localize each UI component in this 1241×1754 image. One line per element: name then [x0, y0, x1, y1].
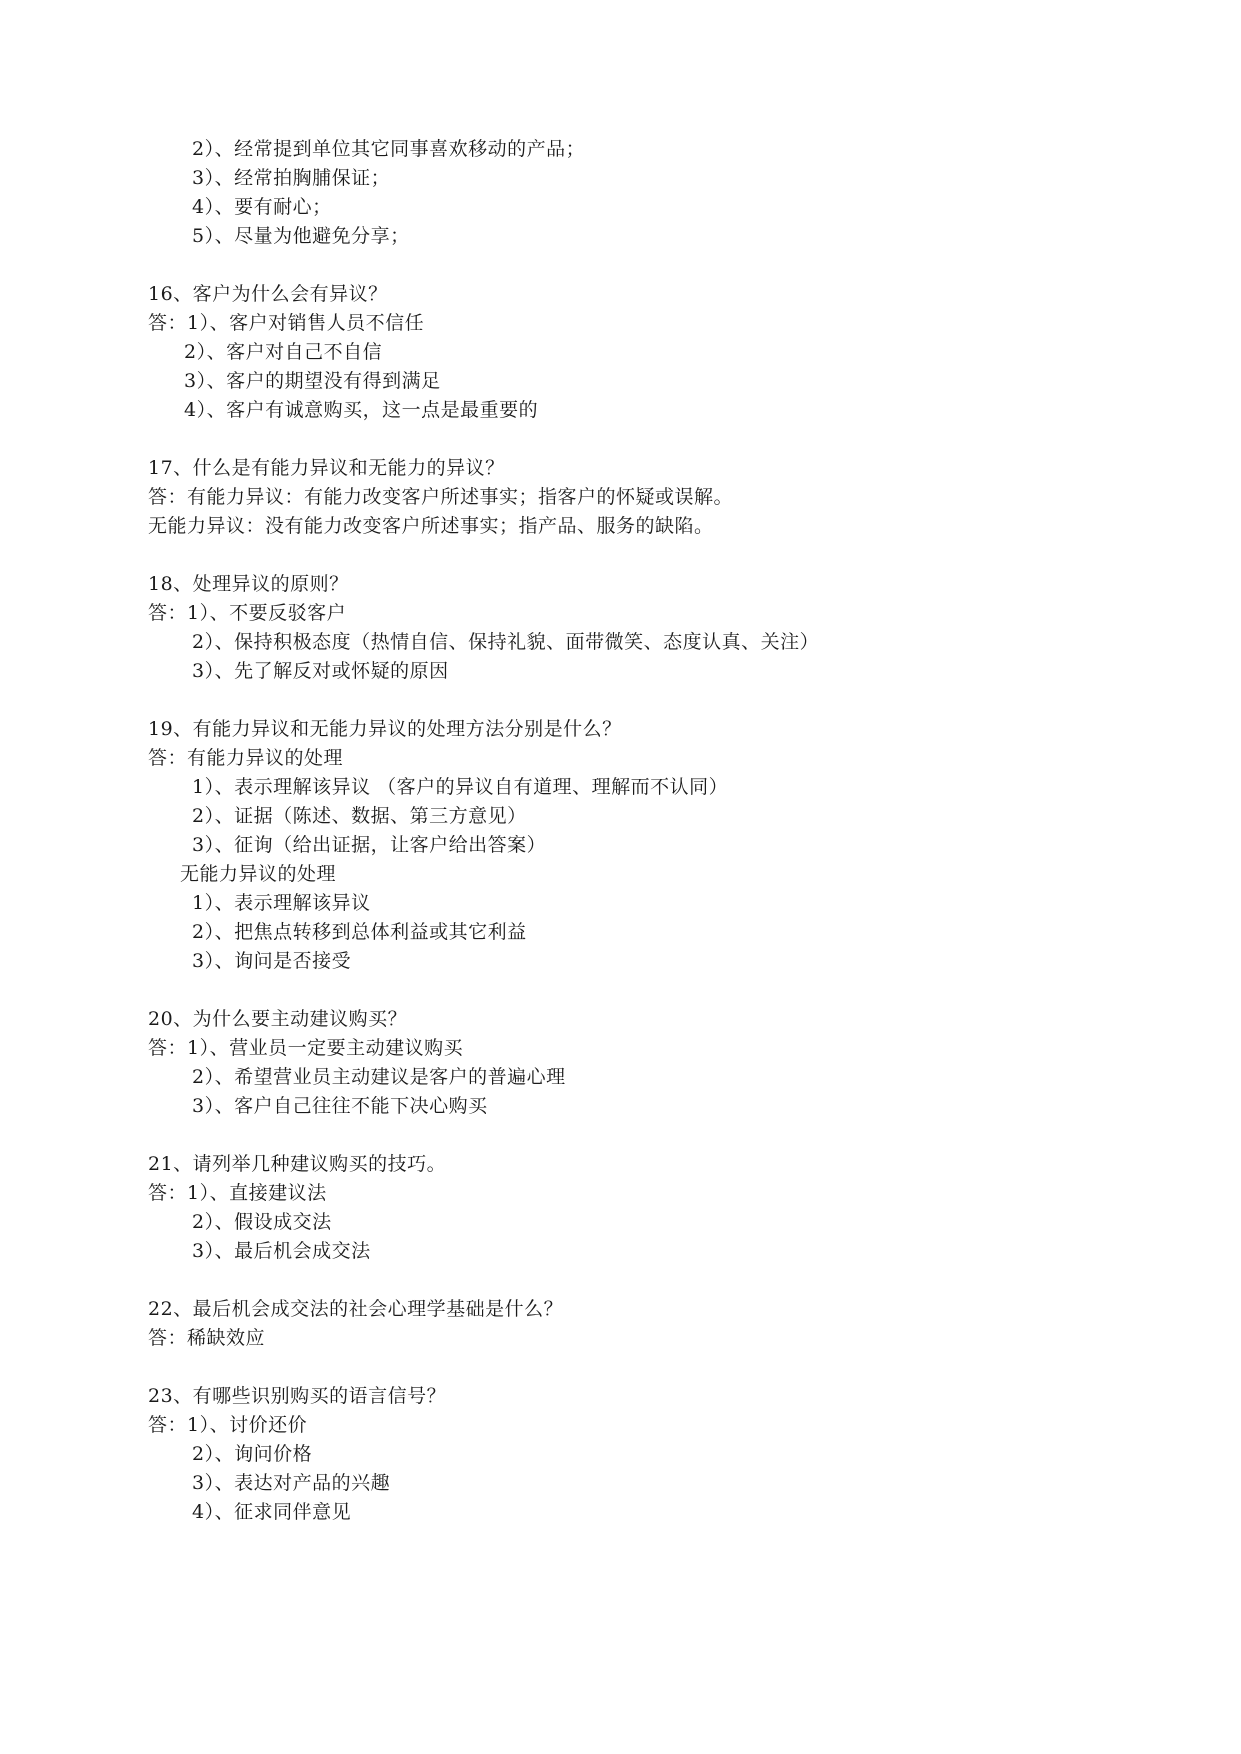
question-heading: 19、有能力异议和无能力异议的处理方法分别是什么？ [148, 718, 622, 740]
text-line: 4）、要有耐心； [192, 196, 332, 218]
text-line: 3）、客户自己往往不能下决心购买 [192, 1095, 488, 1117]
answer-line: 答：稀缺效应 [148, 1327, 266, 1349]
text-line: 2）、保持积极态度（热情自信、保持礼貌、面带微笑、态度认真、关注） [192, 631, 820, 653]
answer-line: 答：1）、不要反驳客户 [148, 602, 347, 624]
text-line: 2）、假设成交法 [192, 1211, 332, 1233]
text-line: 3）、表达对产品的兴趣 [192, 1472, 391, 1494]
text-line: 2）、希望营业员主动建议是客户的普遍心理 [192, 1066, 566, 1088]
answer-line: 答：有能力异议：有能力改变客户所述事实；指客户的怀疑或误解。 [148, 486, 734, 508]
text-line: 无能力异议的处理 [180, 863, 337, 885]
answer-line: 答：1）、营业员一定要主动建议购买 [148, 1037, 464, 1059]
question-heading: 16、客户为什么会有异议？ [148, 283, 388, 305]
question-heading: 23、有哪些识别购买的语言信号？ [148, 1385, 447, 1407]
text-line: 2）、证据（陈述、数据、第三方意见） [192, 805, 527, 827]
text-line: 3）、最后机会成交法 [192, 1240, 371, 1262]
text-line: 4）、客户有诚意购买，这一点是最重要的 [184, 399, 539, 421]
text-line: 1）、表示理解该异议 （客户的异议自有道理、理解而不认同） [192, 776, 729, 798]
question-heading: 17、什么是有能力异议和无能力的异议？ [148, 457, 505, 479]
question-heading: 21、请列举几种建议购买的技巧。 [148, 1153, 447, 1175]
text-line: 2）、经常提到单位其它同事喜欢移动的产品； [192, 138, 586, 160]
text-line: 3）、询问是否接受 [192, 950, 352, 972]
text-line: 1）、表示理解该异议 [192, 892, 371, 914]
answer-line: 答：1）、讨价还价 [148, 1414, 308, 1436]
text-line: 3）、征询（给出证据，让客户给出答案） [192, 834, 547, 856]
text-line: 3）、先了解反对或怀疑的原因 [192, 660, 449, 682]
answer-line: 答：1）、直接建议法 [148, 1182, 327, 1204]
text-line: 5）、尽量为他避免分享； [192, 225, 410, 247]
text-line: 2）、询问价格 [192, 1443, 313, 1465]
question-heading: 18、处理异议的原则？ [148, 573, 349, 595]
question-heading: 22、最后机会成交法的社会心理学基础是什么？ [148, 1298, 564, 1320]
text-line: 3）、客户的期望没有得到满足 [184, 370, 441, 392]
text-line: 2）、把焦点转移到总体利益或其它利益 [192, 921, 527, 943]
answer-line: 答：有能力异议的处理 [148, 747, 344, 769]
text-line: 3）、经常拍胸脯保证； [192, 167, 391, 189]
question-heading: 20、为什么要主动建议购买？ [148, 1008, 408, 1030]
text-line: 4）、征求同伴意见 [192, 1501, 352, 1523]
text-line: 无能力异议：没有能力改变客户所述事实；指产品、服务的缺陷。 [148, 515, 714, 537]
answer-line: 答：1）、客户对销售人员不信任 [148, 312, 425, 334]
text-line: 2）、客户对自己不自信 [184, 341, 383, 363]
